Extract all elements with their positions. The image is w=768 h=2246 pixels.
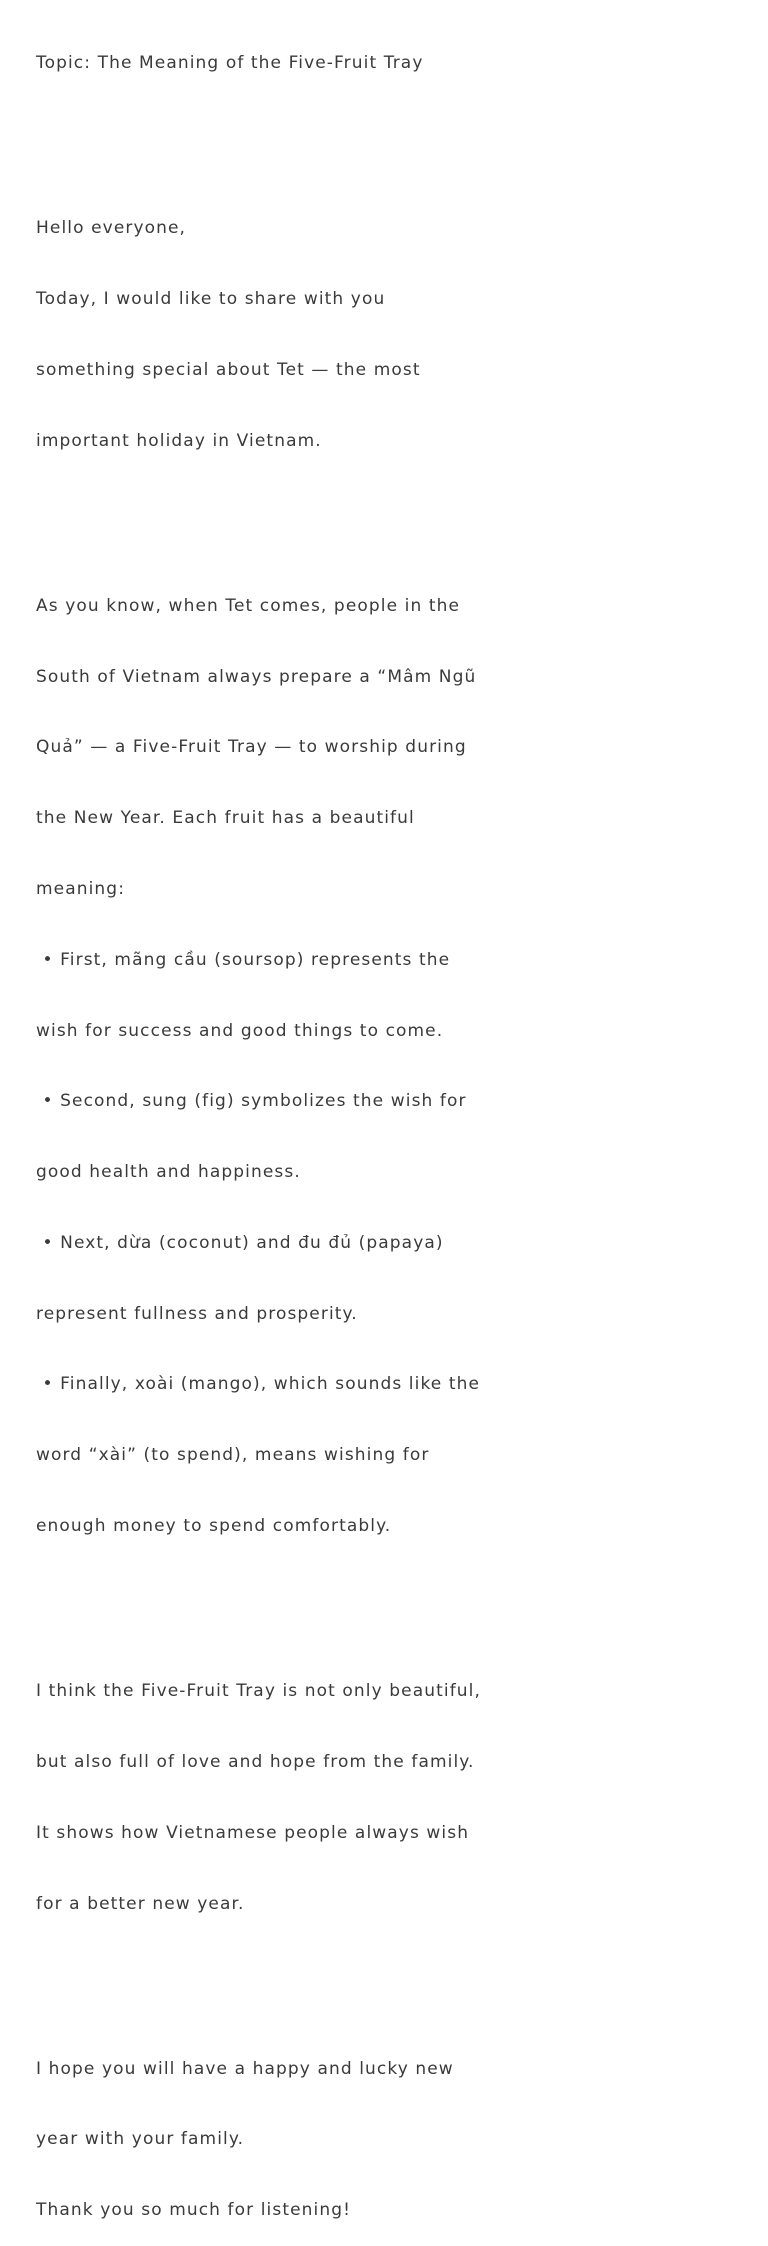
bullet-mango: • Finally, xoài (mango), which sounds like the [36,1374,481,1395]
intro-line: important holiday in Vietnam. [36,430,322,451]
paragraph-gap [36,1586,736,1610]
intro-line: Today, I would like to share with you [36,289,386,310]
closing-line: year with your family. [36,2129,245,2150]
thank-you-line: Thank you so much for listening! [36,2200,352,2221]
topic-line: Topic: The Meaning of the Five-Fruit Tray [36,53,424,74]
body-line: meaning: [36,878,126,899]
body-line: wish for success and good things to come. [36,1020,444,1041]
body-line: enough money to spend comfortably. [36,1516,392,1536]
bullet-soursop: • First, mãng cầu (soursop) represents the [36,949,451,970]
intro-line: something special about Tet — the most [36,359,421,380]
body-line: good health and happiness. [36,1162,301,1183]
opinion-line: for a better new year. [36,1893,245,1914]
paragraph-gap [36,1963,736,1987]
opinion-line: It shows how Vietnamese people always wish [36,1822,470,1843]
paragraph-gap [36,123,736,147]
note-document [36,5,736,2246]
body-line: Quả” — a Five-Fruit Tray — to worship during [36,737,467,758]
body-line: word “xài” (to spend), means wishing for [36,1445,430,1466]
opinion-line: I think the Five-Fruit Tray is not only beautiful, [36,1681,481,1702]
opinion-line: but also full of love and hope from the family. [36,1751,475,1772]
body-line: As you know, when Tet comes, people in the [36,595,461,616]
body-line: the New Year. Each fruit has a beautiful [36,808,415,829]
body-line: represent fullness and prosperity. [36,1303,358,1324]
bullet-coconut-papaya: • Next, dừa (coconut) and đu đủ (papaya) [36,1232,444,1253]
bullet-fig: • Second, sung (fig) symbolizes the wish for [36,1091,467,1112]
closing-line: I hope you will have a happy and lucky new [36,2058,454,2079]
paragraph-gap [36,500,736,524]
greeting-line: Hello everyone, [36,218,187,239]
body-line: South of Vietnam always prepare a “Mâm Ngũ [36,666,477,687]
